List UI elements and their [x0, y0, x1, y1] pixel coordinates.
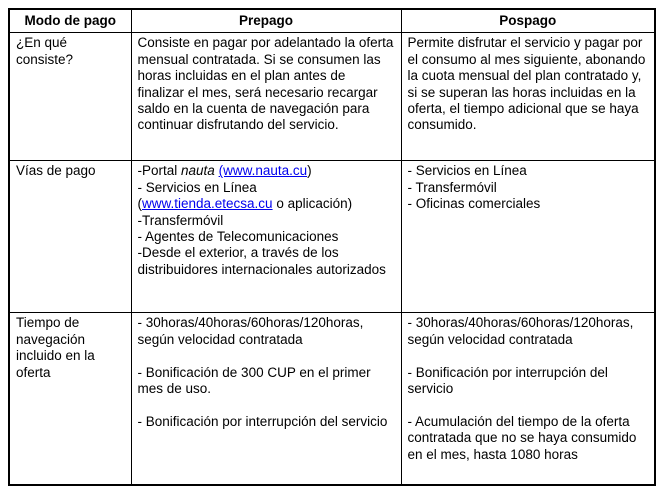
row-label: Tiempo de navegación incluido en la oferta — [16, 315, 95, 380]
row-vias-de-pago — [9, 161, 655, 313]
tienda-etecsa-link[interactable]: www.tienda.etecsa.cu — [142, 196, 273, 212]
list-item-bonificacion-300cup: - Bonificación de 300 CUP en el primer mes de uso. — [137, 364, 371, 397]
servicios-prefix: - Servicios en Línea ( — [137, 179, 257, 212]
portal-prefix: -Portal — [137, 163, 182, 179]
cell-vias-prepago — [131, 161, 401, 313]
cell-consiste-pospago — [401, 33, 655, 161]
cell-vias-label — [9, 161, 131, 313]
list-item-horas: - 30horas/40horas/60horas/120horas, según velocidad contratada — [137, 315, 364, 347]
list-item-acumulacion: - Acumulación del tiempo de la oferta contratada que no se haya consumido en el mes, hasta 1080 horas — [407, 413, 637, 462]
header-modo-de-pago: Modo de pago — [9, 9, 131, 33]
list-item-portal-nauta — [138, 163, 394, 179]
cell-tiempo-prepago — [131, 313, 401, 485]
consiste-prepago-text: Consiste en pagar por adelantado la oferta mensual contratada. Si se consumen las horas incluidas en el plan antes de finalizar el mes, será necesario recargar saldo en la cuenta de navegación para continuar disfrutando del servicio. — [137, 35, 394, 133]
list-item-transfermovil: -Transfermóvil — [137, 212, 224, 228]
row-en-que-consiste — [9, 33, 655, 161]
list-item-horas: - 30horas/40horas/60horas/120horas, según velocidad contratada — [407, 315, 634, 347]
list-item-bonificacion-interrupcion: - Bonificación por interrupción del servicio — [137, 413, 388, 429]
list-item-transfermovil: - Transfermóvil — [407, 179, 497, 195]
header-prepago: Prepago — [131, 9, 401, 33]
header-row — [9, 9, 655, 33]
servicios-suffix: o aplicación) — [272, 196, 353, 212]
cell-consiste-prepago — [131, 33, 401, 161]
list-item-agentes: - Agentes de Telecomunicaciones — [137, 229, 339, 245]
list-item-servicios-en-linea: - Servicios en Línea — [407, 163, 527, 179]
portal-suffix: ) — [307, 163, 312, 179]
row-label: ¿En qué consiste? — [16, 35, 74, 67]
payment-modes-table — [8, 8, 656, 486]
header-pospago: Pospago — [401, 9, 655, 33]
nauta-name: nauta — [181, 163, 215, 179]
cell-tiempo-label — [9, 313, 131, 485]
list-item-oficinas-comerciales: - Oficinas comerciales — [407, 196, 541, 212]
cell-tiempo-pospago — [401, 313, 655, 485]
row-tiempo-navegacion — [9, 313, 655, 485]
cell-consiste-label — [9, 33, 131, 161]
nauta-portal-link[interactable]: (www.nauta.cu — [218, 163, 308, 179]
row-label: Vías de pago — [16, 163, 96, 179]
list-item-bonificacion-interrupcion: - Bonificación por interrupción del servicio — [407, 364, 608, 397]
list-item-exterior: -Desde el exterior, a través de los distribuidores internacionales autorizados — [137, 245, 386, 277]
cell-vias-pospago — [401, 161, 655, 313]
consiste-pospago-text: Permite disfrutar el servicio y pagar por el consumo al mes siguiente, abonando la cuota mensual del plan contratado y, si se superan las horas incluidas en la oferta, el tiempo adicional que se haya consumido. — [407, 35, 646, 133]
list-item-servicios-en-linea — [138, 180, 394, 213]
